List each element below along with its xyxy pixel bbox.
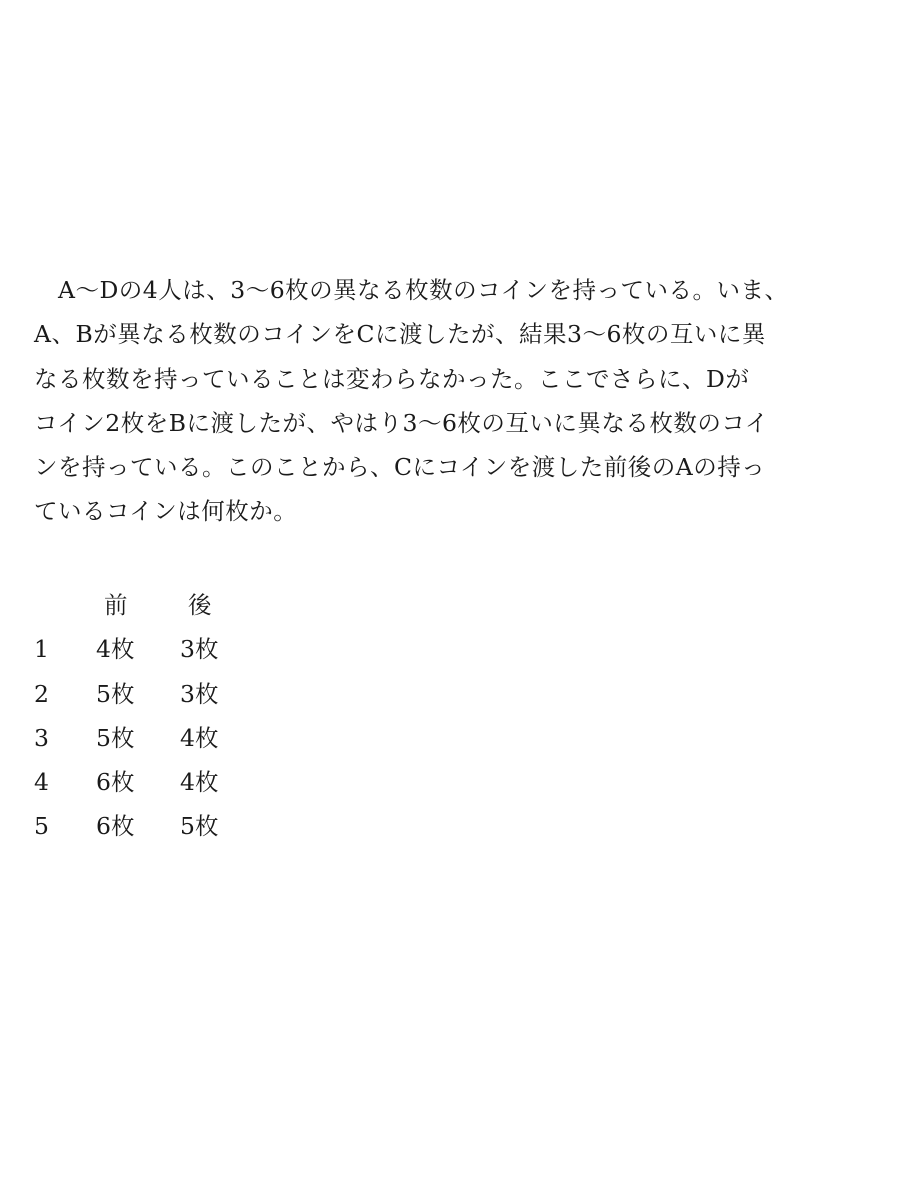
option-before: 6枚: [96, 768, 135, 797]
header-before: 前: [104, 591, 128, 619]
question-line: コイン2枚をBに渡したが、やはり3～6枚の互いに異なる枚数のコイ: [34, 408, 769, 437]
question-line: ているコインは何枚か。: [34, 497, 298, 526]
question-text: [34, 268, 874, 534]
option-before: 5枚: [96, 679, 135, 708]
option-number-header: [34, 583, 96, 627]
question-line: A、Bが異なる枚数のコインをCに渡したが、結果3～6枚の互いに異: [34, 320, 766, 349]
option-before: 4枚: [96, 635, 135, 664]
option-row: [34, 672, 268, 716]
option-after: 5枚: [180, 812, 219, 841]
option-number: 1: [34, 635, 49, 664]
option-number: 3: [34, 723, 49, 752]
options-header-row: [34, 583, 268, 627]
answer-options-table: [34, 583, 268, 849]
option-after: 4枚: [180, 723, 219, 752]
option-after: 3枚: [180, 679, 219, 708]
option-number: 2: [34, 679, 49, 708]
option-before: 6枚: [96, 812, 135, 841]
option-number: 5: [34, 812, 49, 841]
option-row: [34, 804, 268, 848]
option-number: 4: [34, 768, 49, 797]
question-line: ンを持っている。このことから、Cにコインを渡した前後のAの持っ: [34, 453, 766, 482]
question-line: A～Dの4人は、3～6枚の異なる枚数のコインを持っている。いま、: [34, 276, 789, 304]
option-row: [34, 627, 268, 671]
header-after: 後: [188, 591, 212, 619]
option-row: [34, 760, 268, 804]
option-after: 4枚: [180, 768, 219, 797]
option-row: [34, 716, 268, 760]
option-before: 5枚: [96, 723, 135, 752]
option-after: 3枚: [180, 635, 219, 664]
question-line: なる枚数を持っていることは変わらなかった。ここでさらに、Dが: [34, 364, 750, 393]
